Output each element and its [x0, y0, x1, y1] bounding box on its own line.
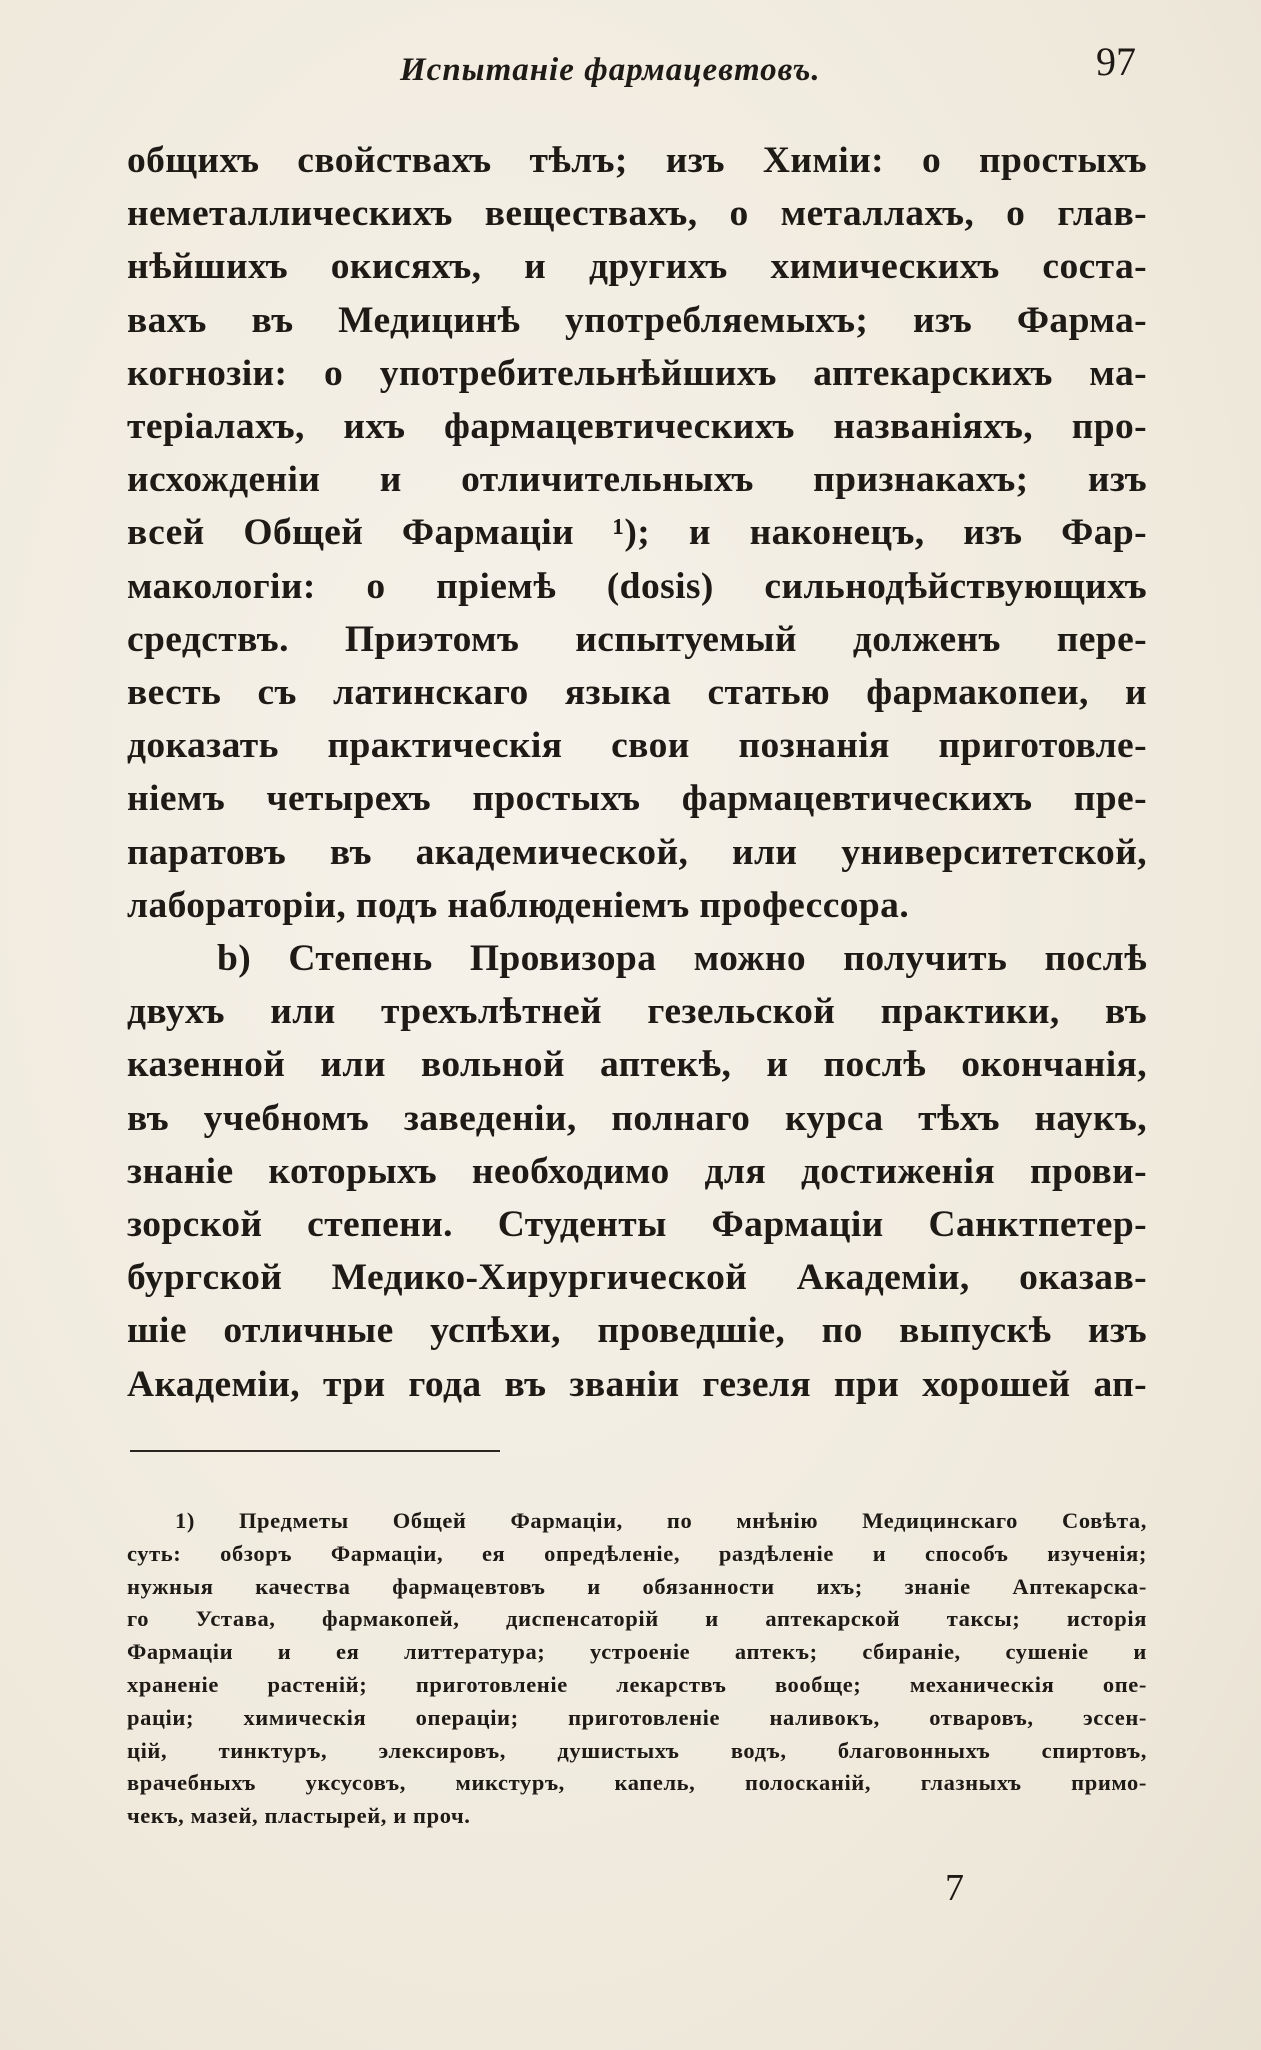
footnote-line: суть: обзоръ Фармаціи, ея опредѣленіе, раздѣленіе и способъ изученія; [127, 1540, 1147, 1566]
footnote-line: Фармаціи и ея литтература; устроеніе аптекъ; сбираніе, сушеніе и [127, 1639, 1147, 1665]
text-line: нѣйшихъ окисяхъ, и другихъ химическихъ соста- [127, 246, 1147, 288]
text-line: бургской Медико-Хирургической Академіи, оказав- [127, 1257, 1147, 1299]
text-line: b) Степень Провизора можно получить послѣ [217, 938, 1147, 980]
text-line: исхожденіи и отличительныхъ признакахъ; изъ [127, 459, 1147, 501]
text-line: вахъ въ Медицинѣ употребляемыхъ; изъ Фарма- [127, 299, 1147, 341]
text-line: неметаллическихъ веществахъ, о металлахъ, о глав- [127, 193, 1147, 235]
text-line: паратовъ въ академической, или университетской, [127, 831, 1147, 873]
running-title: Испытаніе фармацевтовъ. [400, 52, 821, 88]
text-line: когнозіи: о употребительнѣйшихъ аптекарскихъ ма- [127, 352, 1147, 394]
footnote-line: цій, тинктуръ, элексировъ, душистыхъ водъ, благовонныхъ спиртовъ, [127, 1737, 1147, 1763]
text-line: казенной или вольной аптекѣ, и послѣ окончанія, [127, 1044, 1147, 1086]
footnote-line: го Устава, фармакопей, диспенсаторій и аптекарской таксы; исторія [127, 1606, 1147, 1632]
footnote-line: врачебныхъ уксусовъ, микстуръ, капель, полосканій, глазныхъ примо- [127, 1770, 1147, 1796]
text-line: шіе отличные успѣхи, проведшіе, по выпускѣ изъ [127, 1310, 1147, 1352]
text-line: въ учебномъ заведеніи, полнаго курса тѣхъ наукъ, [127, 1097, 1147, 1139]
text-line: макологіи: о пріемѣ (dosis) сильнодѣйствующихъ [127, 565, 1147, 607]
text-line: общихъ свойствахъ тѣлъ; изъ Химіи: о простыхъ [127, 140, 1147, 181]
text-line: средствъ. Приэтомъ испытуемый долженъ пере- [127, 618, 1147, 660]
text-line: всей Общей Фармаціи ¹); и наконецъ, изъ Фар- [127, 512, 1147, 554]
footnote-line: чекъ, мазей, пластырей, и проч. [127, 1803, 471, 1829]
main-text [127, 134, 1147, 1411]
text-line: знаніе которыхъ необходимо для достиженія прови- [127, 1150, 1147, 1192]
footnote-line: храненіе растеній; приготовленіе лекарствъ вообще; механическія опе- [127, 1671, 1147, 1697]
footnote-divider [130, 1450, 500, 1452]
text-line: ніемъ четырехъ простыхъ фармацевтическихъ пре- [127, 778, 1147, 820]
text-line: двухъ или трехълѣтней гезельской практики, въ [127, 991, 1147, 1033]
text-line: Академіи, три года въ званіи гезеля при хорошей ап- [127, 1363, 1147, 1405]
signature-mark: 7 [945, 1867, 964, 1909]
page-number: 97 [1096, 39, 1136, 84]
footnote-line: нужныя качества фармацевтовъ и обязанности ихъ; знаніе Аптекарска- [127, 1573, 1147, 1599]
footnote-line: 1) Предметы Общей Фармаціи, по мнѣнію Медицинскаго Совѣта, [175, 1508, 1147, 1533]
text-line: теріалахъ, ихъ фармацевтическихъ названіяхъ, про- [127, 406, 1147, 448]
text-line: зорской степени. Студенты Фармаціи Санктпетер- [127, 1204, 1147, 1246]
text-line: доказать практическія свои познанія приготовле- [127, 725, 1147, 767]
text-line: весть съ латинскаго языка статью фармакопеи, и [127, 672, 1147, 714]
text-line: лабораторіи, подъ наблюденіемъ профессора. [127, 884, 910, 926]
footnote-block [127, 1505, 1147, 1833]
footnote-line: раціи; химическія операціи; приготовленіе наливокъ, отваровъ, эссен- [127, 1704, 1147, 1730]
